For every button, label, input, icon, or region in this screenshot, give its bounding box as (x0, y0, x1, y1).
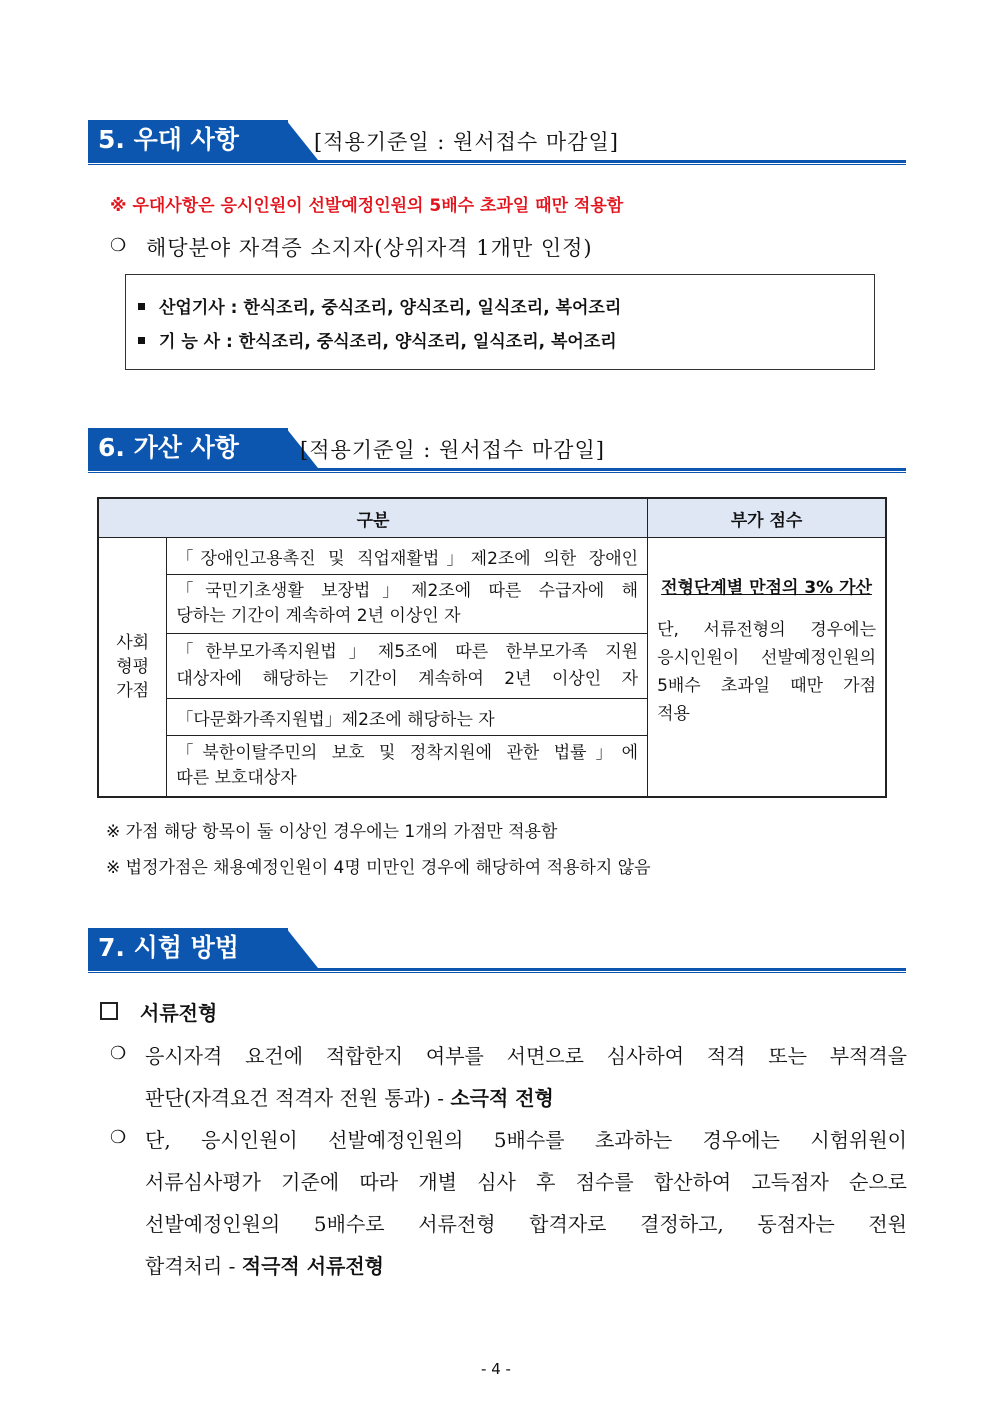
section-6-rule-thin (88, 472, 906, 473)
cell-line: 「북한이탈주민의 보호 및 정착지원에 관한 법률」에 (176, 743, 639, 763)
qualification-text: 산업기사 : 한식조리, 중식조리, 양식조리, 일식조리, 복어조리 (159, 298, 622, 318)
qualification-line (138, 327, 617, 352)
passive-screening-label: 소극적 전형 (450, 1086, 554, 1110)
section-7-rule-thin (88, 972, 906, 973)
points-cell (648, 538, 886, 798)
square-bullet-icon (138, 303, 145, 310)
paragraph-line: 서류심사평가 기준에 따라 개별 심사 후 점수를 합산하여 고득점자 순으로 (145, 1170, 907, 1194)
section-5-rule-thin (88, 164, 906, 165)
qualification-line (138, 293, 621, 318)
table-cell (167, 699, 648, 736)
points-line: 적용 (657, 704, 690, 724)
section-7-tab-wedge (286, 928, 318, 968)
section-6-rule (88, 468, 906, 471)
header-category: 구분 (98, 498, 648, 538)
subheading-document-screening: 서류전형 (140, 1001, 218, 1025)
cell-line: 「한부모가족지원법」제5조에 따른 한부모가족 지원 (176, 642, 639, 662)
section-5-title: 5. 우대 사항 (88, 120, 288, 160)
preference-item: 해당분야 자격증 소지자(상위자격 1개만 인정) (146, 236, 593, 260)
group-label-cell (98, 538, 167, 798)
group-label-line: 가점 (116, 681, 150, 701)
group-label-line: 형평 (116, 657, 150, 677)
section-5-header (88, 120, 906, 164)
paragraph-line: 응시자격 요건에 적합한지 여부를 서면으로 심사하여 적격 또는 부적격을 (145, 1044, 907, 1068)
section-7-header (88, 928, 906, 972)
table-header-row (98, 498, 886, 538)
points-line: 5배수 초과일 때만 가점 (657, 676, 876, 696)
table-cell (167, 538, 648, 575)
circle-bullet-icon: ❍ (110, 235, 127, 256)
qualification-text: 기 능 사 : 한식조리, 중식조리, 양식조리, 일식조리, 복어조리 (159, 332, 617, 352)
cell-line: 따른 보호대상자 (176, 768, 297, 788)
bonus-note: ※ 법정가점은 채용예정인원이 4명 미만인 경우에 해당하여 적용하지 않음 (106, 858, 651, 878)
cell-line: 「다문화가족지원법」제2조에 해당하는 자 (176, 709, 495, 730)
points-main: 전형단계별 만점의 3% 가산 (661, 578, 872, 598)
circle-bullet-icon: ❍ (110, 1043, 127, 1064)
table-cell (167, 736, 648, 798)
qualification-box (125, 274, 875, 370)
section-6-title: 6. 가산 사항 (88, 428, 288, 468)
paragraph-line: 선발예정인원의 5배수로 서류전형 합격자로 결정하고, 동점자는 전원 (145, 1212, 907, 1236)
table-cell (167, 634, 648, 699)
bonus-note: ※ 가점 해당 항목이 둘 이상인 경우에는 1개의 가점만 적용함 (106, 822, 558, 842)
section-5-rule (88, 160, 906, 163)
paragraph-text: 합격처리 - (145, 1254, 242, 1278)
section-6-header (88, 428, 906, 472)
table-cell (167, 575, 648, 634)
page-number: - 4 - (481, 1360, 511, 1378)
section-6-criteria: [적용기준일 : 원서접수 마감일] (300, 438, 605, 462)
bonus-points-table (97, 497, 887, 798)
paragraph-line: 단, 응시인원이 선발예정인원의 5배수를 초과하는 경우에는 시험위원이 (145, 1128, 907, 1152)
cell-line: 「장애인고용촉진 및 직업재활법」제2조에 의한 장애인 (176, 548, 639, 569)
paragraph-text: 판단(자격요건 적격자 전원 통과) - (145, 1086, 451, 1110)
table-row (98, 538, 886, 575)
checkbox-icon (100, 1002, 118, 1020)
active-screening-label: 적극적 서류전형 (241, 1254, 384, 1278)
cell-line: 당하는 기간이 계속하여 2년 이상인 자 (176, 606, 461, 626)
square-bullet-icon (138, 337, 145, 344)
cell-line: 「국민기초생활 보장법」제2조에 따른 수급자에 해 (176, 581, 639, 601)
paragraph-line (145, 1082, 907, 1111)
section-5-criteria: [적용기준일 : 원서접수 마감일] (314, 130, 619, 154)
paragraph-line (145, 1250, 907, 1279)
section-7-title: 7. 시험 방법 (88, 928, 288, 968)
circle-bullet-icon: ❍ (110, 1127, 127, 1148)
points-line: 단, 서류전형의 경우에는 (657, 620, 876, 640)
cell-line: 대상자에 해당하는 기간이 계속하여 2년 이상인 자 (176, 669, 639, 689)
group-label-line: 사회 (116, 633, 150, 653)
points-line: 응시인원이 선발예정인원의 (657, 648, 876, 668)
section-7-rule (88, 968, 906, 971)
preference-warning-note: ※ 우대사항은 응시인원이 선발예정인원의 5배수 초과일 때만 적용함 (110, 196, 624, 216)
header-points: 부가 점수 (648, 498, 886, 538)
